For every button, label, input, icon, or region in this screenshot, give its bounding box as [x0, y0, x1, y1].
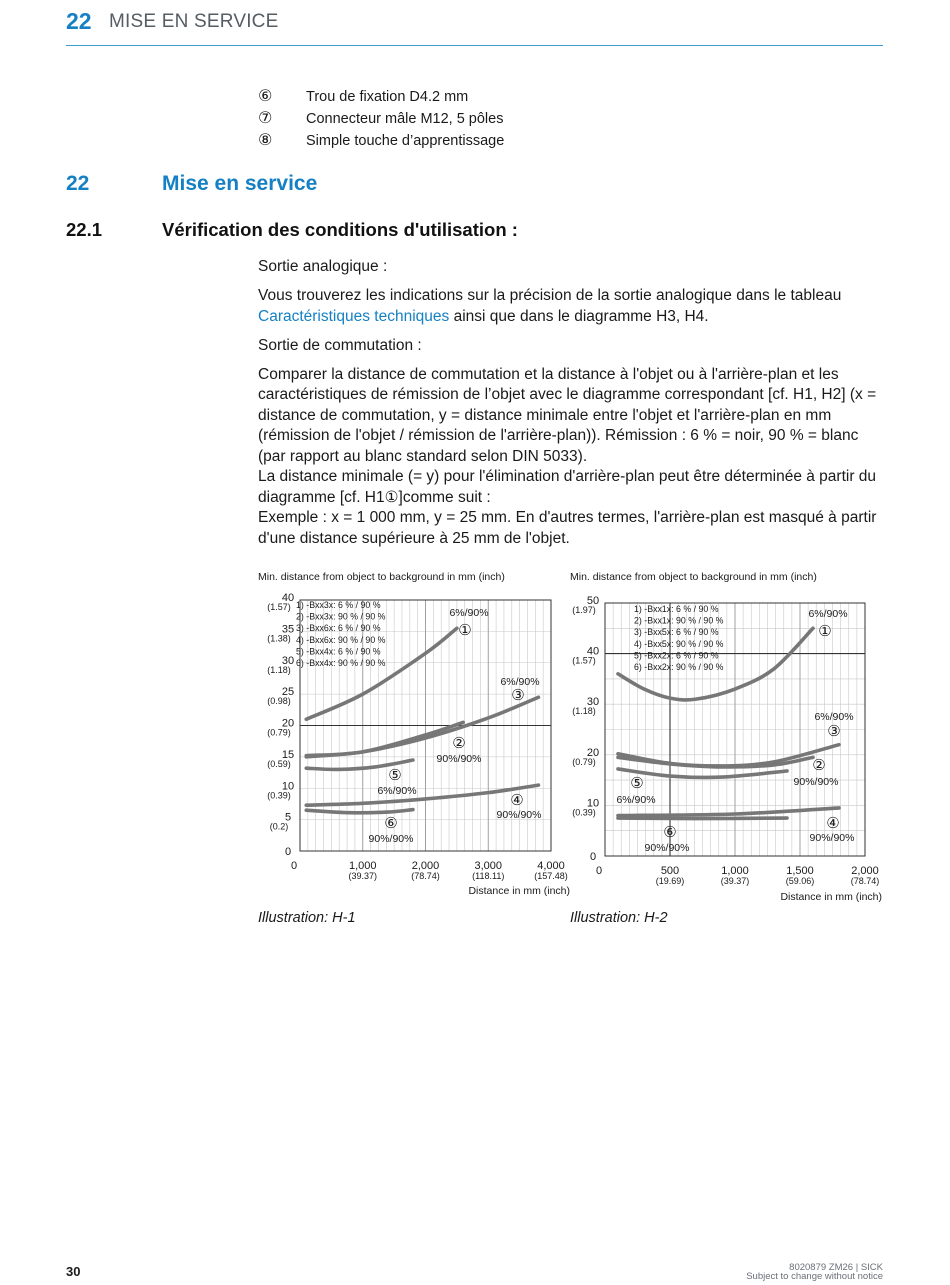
series-marker-1: ① [458, 622, 472, 639]
x-tick-sublabel: (59.06) [785, 876, 815, 886]
series-label-3: 6%/90% [500, 676, 540, 688]
x-axis-label: Distance in mm (inch) [780, 891, 882, 903]
y-tick-label: 40 [281, 592, 295, 604]
series-label-1: 6%/90% [449, 607, 489, 619]
section-heading [66, 172, 317, 196]
series-label-2: 90%/90% [793, 776, 839, 788]
subsection-number: 22.1 [66, 219, 103, 240]
series-line-4 [618, 808, 839, 816]
chart-svg [258, 566, 574, 900]
series-label-4: 90%/90% [809, 832, 855, 844]
series-marker-6: ⑥ [384, 815, 398, 832]
x-tick-sublabel: (39.37) [348, 871, 378, 881]
x-tick-sublabel: (157.48) [534, 871, 568, 881]
paragraph-text: La distance minimale (= y) pour l'élimination d'arrière-plan peut être déterminée à partir du diagramme [cf. H1①]comme suit : [258, 468, 877, 506]
paragraph-analog-output: Sortie analogique : [258, 258, 388, 275]
y-tick-sublabel: (0.2) [269, 821, 289, 832]
legend-entry: 2) -Bxx3x: 90 % / 90 % [296, 611, 386, 622]
y-tick-label: 20 [586, 746, 600, 759]
header-chapter-number: 22 [66, 8, 92, 34]
caption-h2: Illustration: H-2 [570, 910, 668, 926]
series-label-1: 6%/90% [808, 608, 848, 620]
legend-list-item [258, 108, 504, 130]
legend-entry: 3) -Bxx5x: 6 % / 90 % [634, 627, 719, 638]
x-tick-label: 0 [290, 860, 298, 872]
paragraph-text: Vous trouverez les indications sur la précision de la sortie analogique dans le tableau [258, 287, 842, 304]
running-header [66, 8, 883, 46]
technical-data-link[interactable]: Caractéristiques techniques [258, 307, 450, 325]
x-tick-label: 1,000 [348, 860, 377, 872]
legend-entry: 2) -Bxx1x: 90 % / 90 % [634, 615, 724, 626]
legend-entry: 4) -Bxx6x: 90 % / 90 % [296, 634, 386, 645]
series-label-4: 90%/90% [496, 809, 542, 821]
page-number: 30 [66, 1264, 81, 1279]
series-label-6: 90%/90% [644, 842, 690, 854]
paragraph-text: ainsi que dans le diagramme H3, H4. [449, 307, 709, 325]
paragraph-switching-output: Sortie de commutation : [258, 336, 422, 354]
legend-list-item [258, 130, 504, 152]
series-marker-3: ③ [511, 687, 525, 704]
y-tick-sublabel: (0.79) [572, 756, 596, 767]
x-tick-label: 2,000 [411, 860, 440, 872]
series-label-3: 6%/90% [814, 711, 854, 723]
x-tick-label: 1,500 [786, 865, 814, 877]
y-tick-sublabel: (1.97) [572, 605, 596, 615]
y-tick-label: 30 [586, 696, 600, 709]
y-tick-sublabel: (0.39) [572, 807, 596, 818]
legend-symbol: ⑦ [258, 110, 273, 127]
legend-list-item [258, 86, 504, 108]
chart-title: Min. distance from object to background in mm (inch) [570, 571, 817, 583]
y-tick-sublabel: (0.98) [267, 696, 291, 707]
x-tick-sublabel: (118.11) [472, 871, 505, 881]
y-tick-sublabel: (1.18) [572, 706, 596, 717]
footer-doc-ref: 8020879 ZM26 | SICK [789, 1262, 883, 1273]
legend-text: Connecteur mâle M12, 5 pôles [306, 111, 504, 127]
series-label-6: 90%/90% [368, 833, 414, 845]
y-tick-label: 0 [589, 851, 597, 863]
series-marker-6: ⑥ [663, 824, 677, 841]
x-tick-sublabel: (39.37) [720, 876, 750, 886]
y-tick-label: 10 [281, 780, 295, 793]
footer-meta [746, 1263, 883, 1281]
series-label-2: 90%/90% [436, 753, 482, 765]
y-tick-label: 30 [281, 654, 295, 667]
series-label-5: 6%/90% [616, 794, 656, 806]
legend-entry: 4) -Bxx5x: 90 % / 90 % [634, 638, 724, 649]
paragraph-text: Exemple : x = 1 000 mm, y = 25 mm. En d'autres termes, l'arrière-plan est masqué à partir d'une distance supérieure à 25 mm de l'objet. [258, 509, 877, 547]
x-tick-sublabel: (78.74) [411, 871, 440, 881]
chart-h2 [570, 566, 886, 906]
x-tick-label: 500 [660, 865, 680, 877]
legend-entry: 1) -Bxx3x: 6 % / 90 % [296, 600, 381, 610]
y-tick-sublabel: (1.18) [267, 664, 291, 675]
series-marker-4: ④ [510, 792, 524, 809]
body-text [258, 257, 883, 558]
section-number: 22 [66, 172, 90, 195]
y-tick-label: 5 [284, 811, 292, 824]
legend-entry: 6) -Bxx2x: 90 % / 90 % [634, 662, 724, 672]
y-tick-label: 50 [586, 595, 600, 607]
series-marker-5: ⑤ [388, 767, 402, 784]
x-tick-label: 0 [595, 865, 603, 877]
x-axis-label: Distance in mm (inch) [468, 885, 570, 897]
series-line-6 [306, 810, 413, 813]
y-tick-sublabel: (1.57) [572, 655, 596, 666]
chart-title: Min. distance from object to background in mm (inch) [258, 571, 505, 583]
series-marker-1: ① [818, 623, 832, 640]
y-tick-sublabel: (1.38) [267, 633, 291, 644]
paragraph-switching-instructions [258, 365, 883, 550]
chart-h1 [258, 566, 574, 900]
subsection-heading [66, 219, 518, 241]
legend-text: Simple touche d’apprentissage [306, 133, 505, 149]
y-tick-label: 20 [281, 717, 295, 730]
legend-entry: 5) -Bxx2x: 6 % / 90 % [634, 650, 719, 661]
series-marker-5: ⑤ [630, 775, 644, 792]
series-line-2 [306, 722, 466, 755]
x-tick-sublabel: (78.74) [850, 876, 880, 886]
legend-entry: 6) -Bxx4x: 90 % / 90 % [296, 658, 386, 668]
header-chapter-title: MISE EN SERVICE [109, 11, 279, 32]
series-label-5: 6%/90% [377, 785, 417, 797]
legend-text: Trou de fixation D4.2 mm [306, 89, 469, 105]
y-tick-label: 10 [586, 797, 600, 810]
legend-entry: 5) -Bxx4x: 6 % / 90 % [296, 646, 381, 657]
y-tick-sublabel: (0.79) [267, 727, 291, 738]
x-tick-label: 3,000 [474, 860, 503, 872]
series-marker-2: ② [812, 757, 826, 774]
caption-h1: Illustration: H-1 [258, 910, 356, 926]
y-tick-sublabel: (1.57) [267, 602, 291, 612]
x-tick-label: 4,000 [537, 860, 565, 872]
subsection-title: Vérification des conditions d'utilisation : [162, 219, 518, 240]
y-tick-sublabel: (0.59) [267, 758, 291, 769]
y-tick-sublabel: (0.39) [267, 790, 291, 801]
series-marker-2: ② [452, 735, 466, 752]
section-title: Mise en service [162, 172, 318, 195]
paragraph-analog-accuracy [258, 286, 883, 327]
x-tick-label: 2,000 [851, 865, 879, 877]
legend-symbol: ⑧ [258, 132, 273, 149]
legend-entry: 1) -Bxx1x: 6 % / 90 % [634, 604, 719, 614]
x-tick-sublabel: (19.69) [655, 876, 685, 886]
y-tick-label: 15 [281, 748, 295, 761]
series-marker-4: ④ [826, 815, 840, 832]
legend-symbol: ⑥ [258, 88, 273, 105]
legend-entry: 3) -Bxx6x: 6 % / 90 % [296, 623, 381, 634]
y-tick-label: 40 [586, 645, 600, 658]
y-tick-label: 25 [281, 686, 295, 699]
component-legend-list [258, 86, 504, 152]
y-tick-label: 0 [284, 846, 292, 858]
y-tick-label: 35 [281, 623, 295, 636]
series-marker-3: ③ [827, 723, 841, 740]
chart-svg [570, 566, 886, 906]
paragraph-text: Comparer la distance de commutation et la distance à l'objet ou à l'arrière-plan et les caractéristiques de rémission de l’objet avec le diagramme correspondant [cf. H1, H2] (x = distance de commutation, y = distance minimale entre l'objet et l'arrière-plan en mm (rémission de l'objet / rémission de l'arrière-plan)). Rémission : 6 % = noir, 90 % = blanc (par rapport au blanc standard selon DIN 5033). [258, 365, 877, 465]
series-line-6 [618, 818, 787, 819]
x-tick-label: 1,000 [721, 865, 749, 877]
footer-notice: Subject to change without notice [746, 1271, 883, 1282]
